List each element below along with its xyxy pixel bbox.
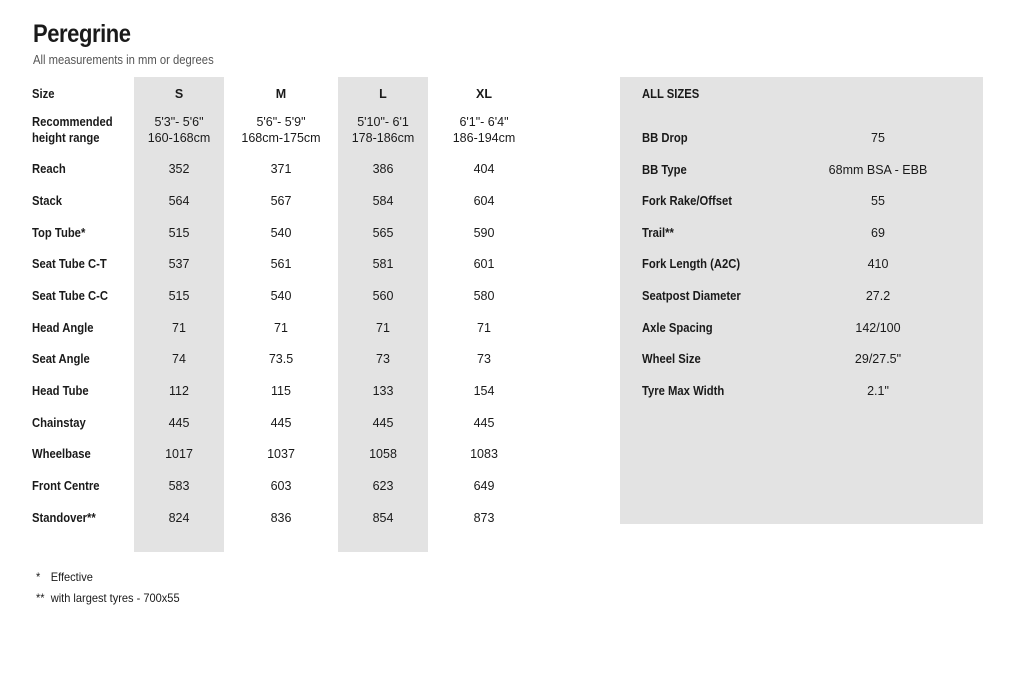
spec-value: 410 bbox=[867, 257, 889, 271]
height-range-m: 5'6"- 5'9" 168cm-175cm bbox=[241, 115, 321, 145]
row-label-chainstay: Chainstay bbox=[32, 416, 86, 430]
footnote-tyres bbox=[36, 591, 180, 605]
footnote-mark: * bbox=[36, 570, 41, 584]
spec-label: BB Type bbox=[642, 163, 687, 177]
table-cell: 649 bbox=[473, 479, 495, 493]
table-cell: 73.5 bbox=[268, 352, 294, 366]
table-cell: 74 bbox=[172, 352, 186, 366]
table-cell: 581 bbox=[372, 257, 394, 271]
table-cell: 540 bbox=[270, 226, 292, 240]
spec-label: Seatpost Diameter bbox=[642, 289, 741, 303]
table-cell: 515 bbox=[168, 289, 190, 303]
spec-label: Fork Length (A2C) bbox=[642, 257, 741, 271]
table-cell: 1058 bbox=[369, 447, 397, 461]
table-cell: 560 bbox=[372, 289, 394, 303]
table-cell: 71 bbox=[172, 321, 186, 335]
row-label-seat-tube-cc: Seat Tube C-C bbox=[32, 289, 109, 303]
footnote-effective bbox=[36, 570, 93, 584]
spec-label: Tyre Max Width bbox=[642, 384, 725, 398]
spec-value: 29/27.5" bbox=[854, 352, 902, 366]
table-cell: 580 bbox=[473, 289, 495, 303]
table-cell: 603 bbox=[270, 479, 292, 493]
spec-value: 27.2 bbox=[865, 289, 891, 303]
table-cell: 371 bbox=[270, 162, 292, 176]
table-cell: 583 bbox=[168, 479, 190, 493]
table-cell: 71 bbox=[274, 321, 288, 335]
row-label-standover: Standover** bbox=[32, 511, 96, 525]
table-cell: 515 bbox=[168, 226, 190, 240]
table-cell: 565 bbox=[372, 226, 394, 240]
table-cell: 601 bbox=[473, 257, 495, 271]
height-range-label: Recommended height range bbox=[32, 115, 113, 145]
table-cell: 445 bbox=[473, 416, 495, 430]
spec-value: 68mm BSA - EBB bbox=[828, 163, 928, 177]
row-label-top-tube: Top Tube* bbox=[32, 226, 86, 240]
table-cell: 540 bbox=[270, 289, 292, 303]
table-cell: 73 bbox=[477, 352, 491, 366]
footnote-mark: ** bbox=[36, 591, 45, 605]
spec-value: 69 bbox=[871, 226, 885, 240]
all-sizes-header: ALL SIZES bbox=[642, 87, 700, 101]
spec-value: 2.1" bbox=[867, 384, 889, 398]
table-cell: 854 bbox=[372, 511, 394, 525]
spec-label: Wheel Size bbox=[642, 352, 701, 366]
table-cell: 824 bbox=[168, 511, 190, 525]
table-cell: 112 bbox=[169, 384, 189, 398]
size-header-xl: XL bbox=[476, 87, 492, 101]
table-cell: 386 bbox=[372, 162, 394, 176]
spec-label: Fork Rake/Offset bbox=[642, 194, 733, 208]
spec-label: BB Drop bbox=[642, 131, 688, 145]
row-label-seat-angle: Seat Angle bbox=[32, 352, 90, 366]
table-cell: 352 bbox=[168, 162, 190, 176]
table-cell: 71 bbox=[477, 321, 491, 335]
size-header-s: S bbox=[174, 87, 184, 101]
size-header-label: Size bbox=[32, 87, 55, 101]
row-label-wheelbase: Wheelbase bbox=[32, 447, 91, 461]
table-cell: 133 bbox=[372, 384, 394, 398]
spec-value: 142/100 bbox=[855, 321, 901, 335]
table-cell: 445 bbox=[270, 416, 292, 430]
table-cell: 567 bbox=[270, 194, 292, 208]
page-subtitle: All measurements in mm or degrees bbox=[33, 53, 214, 67]
row-label-reach: Reach bbox=[32, 162, 66, 176]
table-cell: 873 bbox=[473, 511, 495, 525]
table-cell: 623 bbox=[372, 479, 394, 493]
size-header-l: L bbox=[379, 87, 387, 101]
spec-label: Trail** bbox=[642, 226, 674, 240]
footnote-text: with largest tyres - 700x55 bbox=[50, 591, 180, 605]
table-cell: 1037 bbox=[267, 447, 295, 461]
table-cell: 404 bbox=[473, 162, 495, 176]
table-cell: 445 bbox=[372, 416, 394, 430]
spec-value: 55 bbox=[871, 194, 885, 208]
row-label-front-centre: Front Centre bbox=[32, 479, 100, 493]
row-label-head-tube: Head Tube bbox=[32, 384, 89, 398]
table-cell: 584 bbox=[372, 194, 394, 208]
table-cell: 836 bbox=[270, 511, 292, 525]
spec-value: 75 bbox=[871, 131, 885, 145]
height-range-xl: 6'1"- 6'4" 186-194cm bbox=[452, 115, 516, 145]
table-cell: 154 bbox=[473, 384, 495, 398]
table-cell: 561 bbox=[270, 257, 292, 271]
table-cell: 604 bbox=[473, 194, 495, 208]
table-cell: 564 bbox=[168, 194, 190, 208]
table-cell: 1083 bbox=[470, 447, 498, 461]
row-label-stack: Stack bbox=[32, 194, 63, 208]
table-cell: 445 bbox=[168, 416, 190, 430]
table-cell: 71 bbox=[376, 321, 390, 335]
spec-label: Axle Spacing bbox=[642, 321, 713, 335]
table-cell: 115 bbox=[271, 384, 291, 398]
size-header-m: M bbox=[275, 87, 287, 101]
table-cell: 1017 bbox=[165, 447, 193, 461]
height-range-s: 5'3"- 5'6" 160-168cm bbox=[147, 115, 211, 145]
table-cell: 590 bbox=[473, 226, 495, 240]
footnote-text: Effective bbox=[50, 570, 93, 584]
page-title: Peregrine bbox=[33, 20, 131, 48]
row-label-head-angle: Head Angle bbox=[32, 321, 94, 335]
table-cell: 537 bbox=[168, 257, 190, 271]
table-cell: 73 bbox=[376, 352, 390, 366]
row-label-seat-tube-ct: Seat Tube C-T bbox=[32, 257, 107, 271]
height-range-l: 5'10"- 6'1 178-186cm bbox=[351, 115, 415, 145]
